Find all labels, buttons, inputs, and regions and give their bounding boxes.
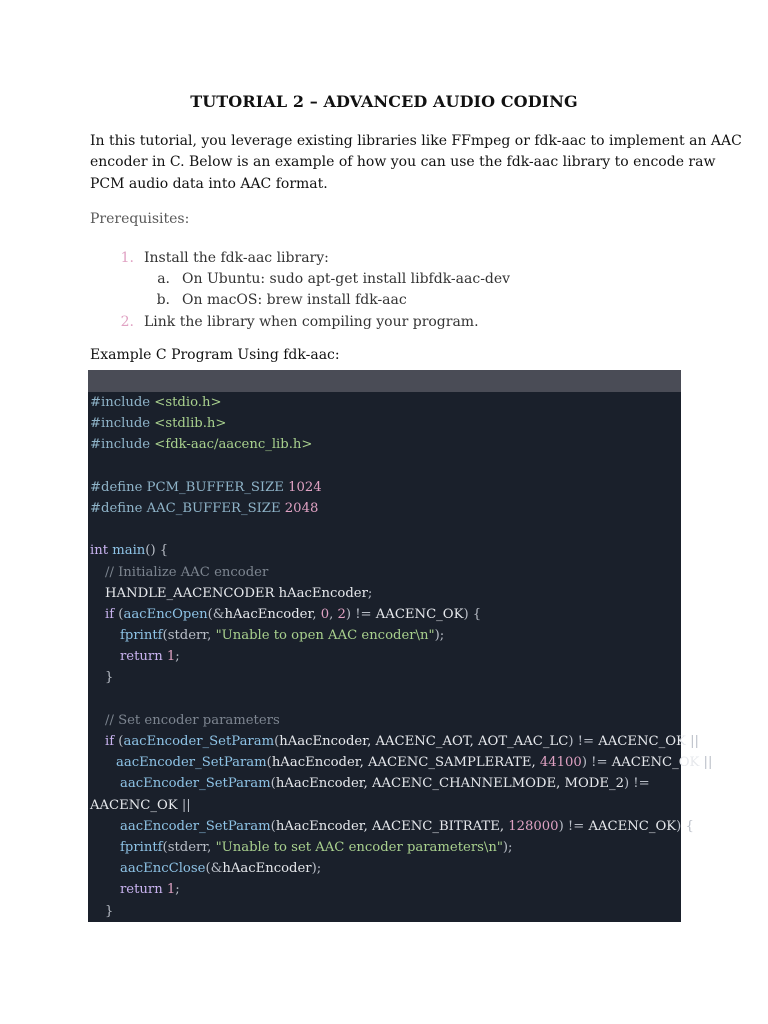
list-item-text: Link the library when compiling your program.: [144, 314, 479, 330]
code-line: // Set encoder parameters: [105, 712, 280, 728]
list-item: [110, 312, 479, 332]
code-line: }: [105, 670, 114, 686]
code-line: #include <fdk-aac/aacenc_lib.h>: [90, 437, 313, 453]
list-item-text: On macOS: brew install fdk-aac: [182, 292, 407, 308]
code-line: aacEncClose(&hAacEncoder);: [120, 861, 322, 877]
list-item-text: On Ubuntu: sudo apt-get install libfdk-aac-dev: [182, 271, 511, 287]
code-line-blank: [90, 689, 680, 710]
code-line: }: [105, 903, 114, 919]
code-line: #define PCM_BUFFER_SIZE 1024: [90, 479, 322, 495]
list-subitem: [152, 290, 407, 310]
code-line: #include <stdlib.h>: [90, 416, 227, 432]
code-block: [88, 370, 713, 922]
code-line: if (aacEncoder_SetParam(hAacEncoder, AACENC_AOT, AOT_AAC_LC) != AACENC_OK ||: [105, 734, 699, 749]
code-line: return 1;: [120, 649, 180, 665]
code-line: AACENC_OK ||: [90, 797, 191, 813]
code-line: HANDLE_AACENCODER hAacEncoder;: [105, 585, 373, 601]
list-marker: 2.: [120, 314, 134, 330]
code-line: fprintf(stderr, "Unable to open AAC encoder\n");: [120, 628, 445, 644]
code-line: #include <stdio.h>: [90, 395, 222, 410]
list-marker: b.: [156, 292, 170, 308]
code-line: int main() {: [90, 543, 169, 559]
list-item: [110, 248, 329, 268]
list-subitem: [152, 269, 510, 289]
code-line: aacEncoder_SetParam(hAacEncoder, AACENC_SAMPLERATE, 44100) != AACENC_OK ||: [116, 755, 713, 771]
code-line: #define AAC_BUFFER_SIZE 2048: [90, 500, 319, 516]
code-block-header-bar: [88, 370, 681, 392]
code-line: if (aacEncOpen(&hAacEncoder, 0, 2) != AACENC_OK) {: [105, 606, 482, 622]
code-line: return 1;: [120, 882, 180, 898]
code-line-blank: [90, 456, 680, 477]
example-heading: Example C Program Using fdk-aac:: [90, 347, 340, 363]
list-marker: 1.: [120, 250, 134, 266]
code-line: aacEncoder_SetParam(hAacEncoder, AACENC_CHANNELMODE, MODE_2) !=: [120, 776, 650, 792]
intro-paragraph: [90, 131, 742, 195]
list-marker: a.: [157, 271, 170, 287]
intro-line: encoder in C. Below is an example of how you can use the fdk-aac library to encode raw: [90, 154, 716, 171]
prerequisites-heading: Prerequisites:: [90, 211, 190, 227]
list-item-text: Install the fdk-aac library:: [144, 250, 329, 266]
document-title: TUTORIAL 2 – ADVANCED AUDIO CODING: [190, 92, 578, 111]
code-line-blank: [90, 519, 680, 540]
code-line: aacEncoder_SetParam(hAacEncoder, AACENC_BITRATE, 128000) != AACENC_OK) {: [120, 818, 694, 834]
code-line: // Initialize AAC encoder: [105, 564, 269, 580]
intro-line: PCM audio data into AAC format.: [90, 175, 328, 192]
code-line: fprintf(stderr, "Unable to set AAC encoder parameters\n");: [120, 839, 513, 855]
code-content: [90, 392, 713, 922]
intro-line: In this tutorial, you leverage existing libraries like FFmpeg or fdk-aac to implement an AAC: [90, 133, 742, 149]
